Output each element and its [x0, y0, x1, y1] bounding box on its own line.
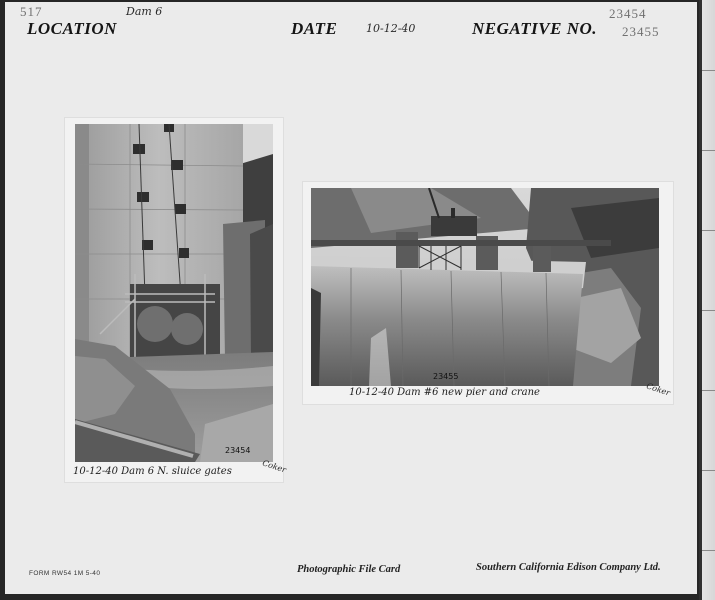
company-name: Southern California Edison Company Ltd. [476, 562, 661, 573]
photo-sluice-gates-caption: 10-12-40 Dam 6 N. sluice gates [73, 466, 232, 477]
photo-sluice-gates-image [75, 124, 273, 462]
form-code: FORM RW54 1M 5-40 [29, 570, 101, 577]
card-title: Photographic File Card [297, 564, 401, 575]
photo-new-pier-crane-caption: 10-12-40 Dam #6 new pier and crane [349, 387, 540, 398]
film-edge-strip [699, 0, 715, 600]
date-label: DATE [291, 19, 338, 38]
photo-new-pier-crane-initials: Coker [645, 381, 672, 398]
photo-sluice-gates [75, 124, 273, 462]
photo-mount-right [303, 182, 673, 404]
photo-sluice-gates-negative-number: 23454 [225, 446, 251, 455]
location-value: Dam 6 [126, 5, 163, 18]
photo-new-pier-crane-negative-number: 23455 [433, 372, 459, 381]
date-value: 10-12-40 [366, 22, 416, 35]
photo-new-pier-crane-image [311, 188, 659, 386]
card-number: 517 [20, 4, 43, 19]
negative-number-2: 23455 [622, 24, 660, 39]
photo-sluice-gates-initials: Coker [261, 458, 288, 475]
negative-number-1: 23454 [609, 6, 647, 21]
location-label: LOCATION [27, 19, 117, 38]
photographic-file-card [5, 2, 697, 594]
negative-label: NEGATIVE NO. [472, 19, 598, 38]
photo-new-pier-crane [311, 188, 659, 386]
photo-mount-left [65, 118, 288, 482]
